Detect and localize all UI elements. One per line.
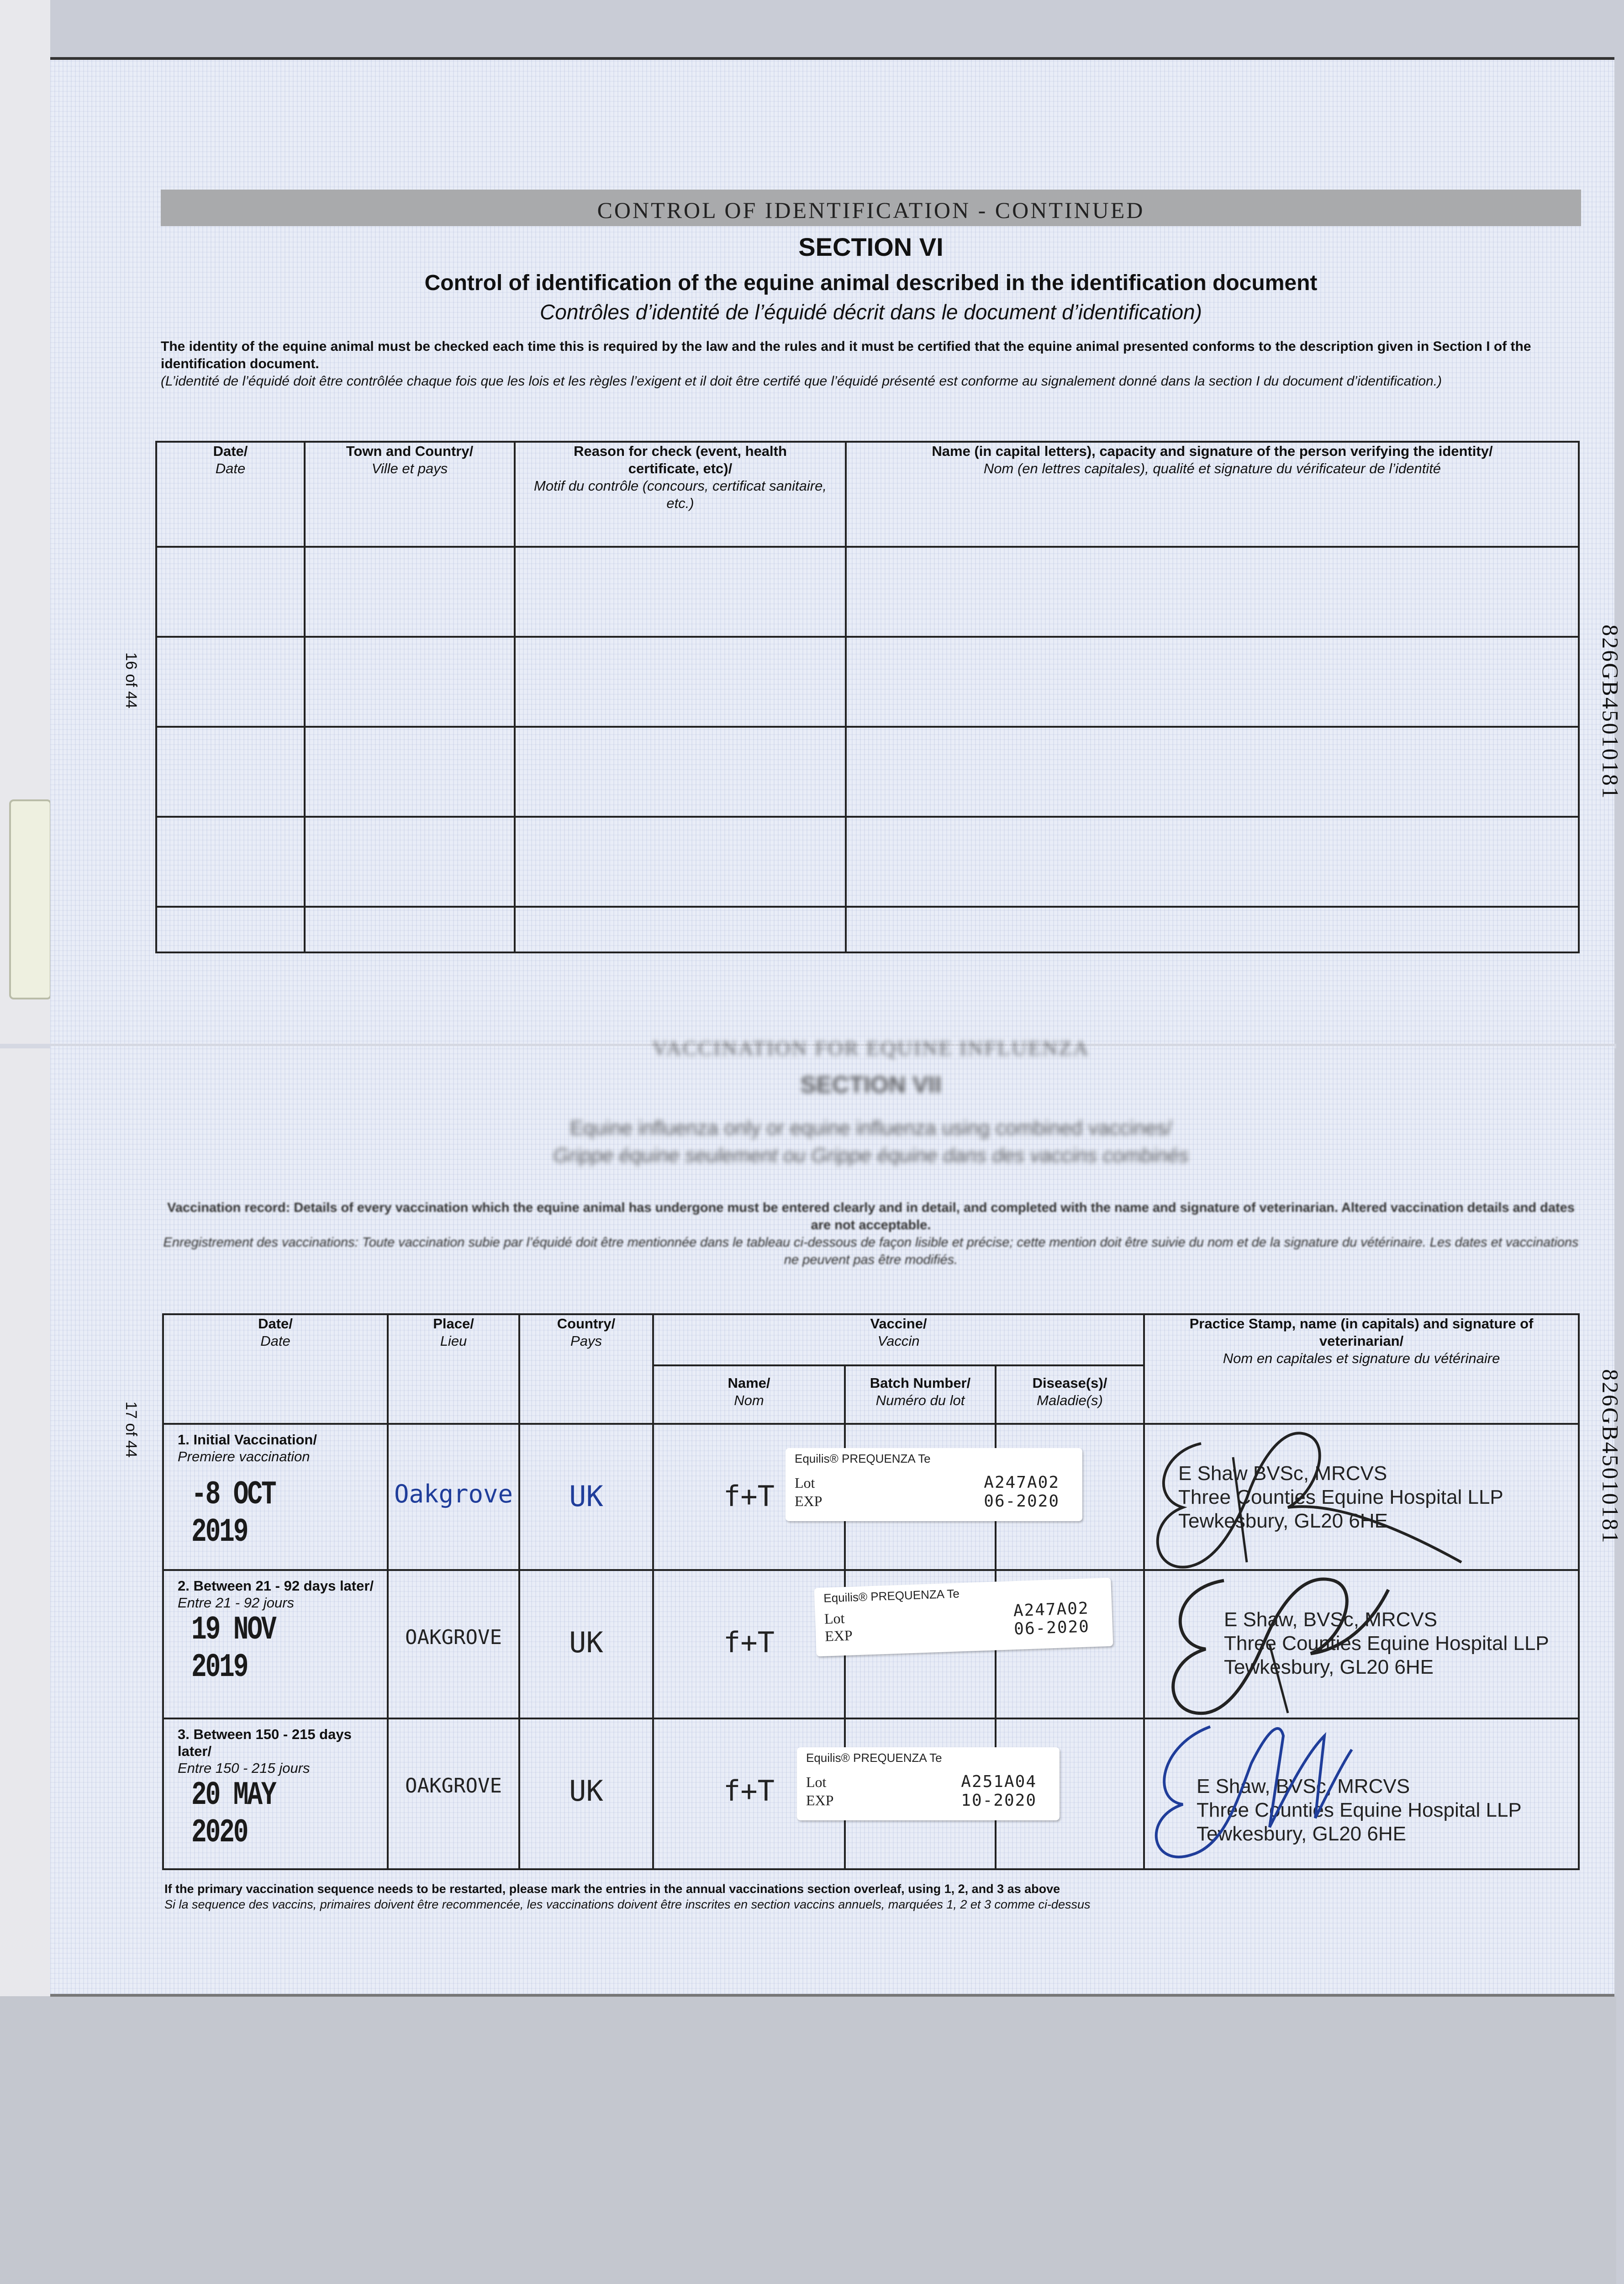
section-title: SECTION VI [798,233,944,261]
col-reason: Reason for check (event, health certificate, etc)/ Motif du contrôle (concours, certificat sanitaire, etc.) [515,442,846,547]
row-date-cell: 3. Between 150 - 215 days later/ Entre 150 - 215 jours 20 MAY 2020 [163,1718,388,1869]
table-row [156,727,1579,817]
identity-check-table [155,441,1580,953]
vaccine-name-value: f+T [723,1626,775,1659]
page-number: 16 of 44 [122,652,140,708]
section-subtitle: Control of identification of the equine animal described in the identification document [424,271,1318,295]
intro-en: The identity of the equine animal must be checked each time this is required by the law and the rules and it must be certified that the equine animal presented conforms to the description given in Section I of the identification document. [161,339,1531,371]
table-row [156,817,1579,907]
vaccine-name-value: f+T [723,1480,775,1513]
col-vaccine-name: Name/ Nom [653,1365,845,1424]
vaccine-batch-sticker: Equilis® PREQUENZA Te Lot EXP A247A02 06-2020 [786,1448,1082,1521]
row-date-cell: 1. Initial Vaccination/ Premiere vaccination -8 OCT 2019 [163,1424,388,1570]
date-stamp: -8 OCT 2019 [191,1476,275,1551]
col-place: Place/ Lieu [388,1314,519,1424]
vet-signature [1133,1708,1452,1882]
section-subtitle-fr: Contrôles d’identité de l’équidé décrit dans le document d’identification) [540,300,1202,324]
table-row [156,637,1579,727]
place-value: OAKGROVE [405,1626,502,1649]
vaccine-batch-sticker: Equilis® PREQUENZA Te Lot EXP A247A02 06-2020 [814,1578,1113,1657]
country-value: UK [569,1480,603,1513]
footnote-en: If the primary vaccination sequence needs to be restarted, please mark the entries in the annual vaccinations section overleaf, using 1, 2, and 3 as above [164,1882,1060,1896]
vaccination-intro [161,1199,1581,1269]
col-verifier: Name (in capital letters), capacity and signature of the person verifying the identity/ Nom (en lettres capitales), qualité et signature du vérificateur de l’identité [846,442,1579,547]
vet-stamp: E Shaw, BVSc, MRCVS Three Counties Equine Hospital LLP Tewkesbury, GL20 6HE [1197,1775,1522,1845]
col-batch-number: Batch Number/ Numéro du lot [845,1365,996,1424]
place-value: Oakgrove [394,1480,513,1508]
page-number: 17 of 44 [122,1401,140,1458]
vaccination-intro-fr: Enregistrement des vaccinations: Toute vaccination subie par l’équidé doit être mentionnée dans le tableau ci-dessous de façon lisible et précise; cette mention doit être suivie du nom et de la signature du vétérinaire. Les dates et vaccinations ne peuvent pas être modifiés. [163,1235,1579,1267]
section-title-faded: SECTION VII [800,1072,942,1098]
intro-fr: (L’identité de l’équidé doit être contrôlée chaque fois que les lois et les règles l’exigent et il doit être certifé que l’équidé présenté est conforme au signalement donné dans la section I du document d’identification.) [161,374,1442,389]
col-date: Date/ Date [156,442,305,547]
document-number: 826GB45010181 [1598,624,1624,800]
footnote-fr: Si la sequence des vaccins, primaires doivent être recommencée, les vaccinations doivent être inscrites en section vaccins annuels, marquées 1, 2 et 3 comme ci-dessus [164,1898,1091,1911]
vaccine-name-value: f+T [723,1774,775,1808]
col-town-country: Town and Country/ Ville et pays [305,442,515,547]
footnote [164,1881,1090,1912]
date-stamp: 20 MAY 2020 [191,1776,275,1851]
col-practice-stamp: Practice Stamp, name (in capitals) and signature of veterinarian/ Nom en capitales et signature du vétérinaire [1144,1314,1579,1424]
country-value: UK [569,1774,603,1808]
intro-text [161,338,1581,390]
vaccine-batch-sticker: Equilis® PREQUENZA Te Lot EXP A251A04 10-2020 [797,1747,1060,1820]
row-date-cell: 2. Between 21 - 92 days later/ Entre 21 - 92 jours 19 NOV 2019 [163,1570,388,1718]
col-vaccine: Vaccine/ Vaccin [653,1314,1144,1365]
section-subtitle-faded: Equine influenza only or equine influenza using combined vaccines/ [569,1117,1172,1139]
vet-stamp: E Shaw BVSc, MRCVS Three Counties Equine Hospital LLP Tewkesbury, GL20 6HE [1178,1462,1503,1532]
col-country: Country/ Pays [519,1314,653,1424]
vaccination-intro-en: Vaccination record: Details of every vaccination which the equine animal has undergone must be entered clearly and in detail, and completed with the name and signature of veterinarian. Altered vaccination details and dates are not acceptable. [167,1200,1575,1232]
document-number: 826GB45010181 [1598,1369,1624,1544]
scan-background [0,0,50,2019]
place-value: OAKGROVE [405,1774,502,1798]
vet-stamp: E Shaw, BVSc, MRCVS Three Counties Equine Hospital LLP Tewkesbury, GL20 6HE [1224,1608,1549,1678]
country-value: UK [569,1626,603,1659]
col-disease: Disease(s)/ Maladie(s) [996,1365,1144,1424]
section-subtitle-fr-faded: Grippe équine seulement ou Grippe équine dans des vaccins combinés [553,1144,1189,1167]
scanner-bed [0,1996,1616,2284]
binder-clip [9,799,52,999]
col-date: Date/ Date [163,1314,388,1424]
table-row [156,547,1579,637]
section-banner-faded: VACCINATION FOR EQUINE INFLUENZA [652,1036,1090,1060]
section-banner: CONTROL OF IDENTIFICATION - CONTINUED [161,190,1581,226]
table-row [156,907,1579,952]
date-stamp: 19 NOV 2019 [191,1611,275,1686]
